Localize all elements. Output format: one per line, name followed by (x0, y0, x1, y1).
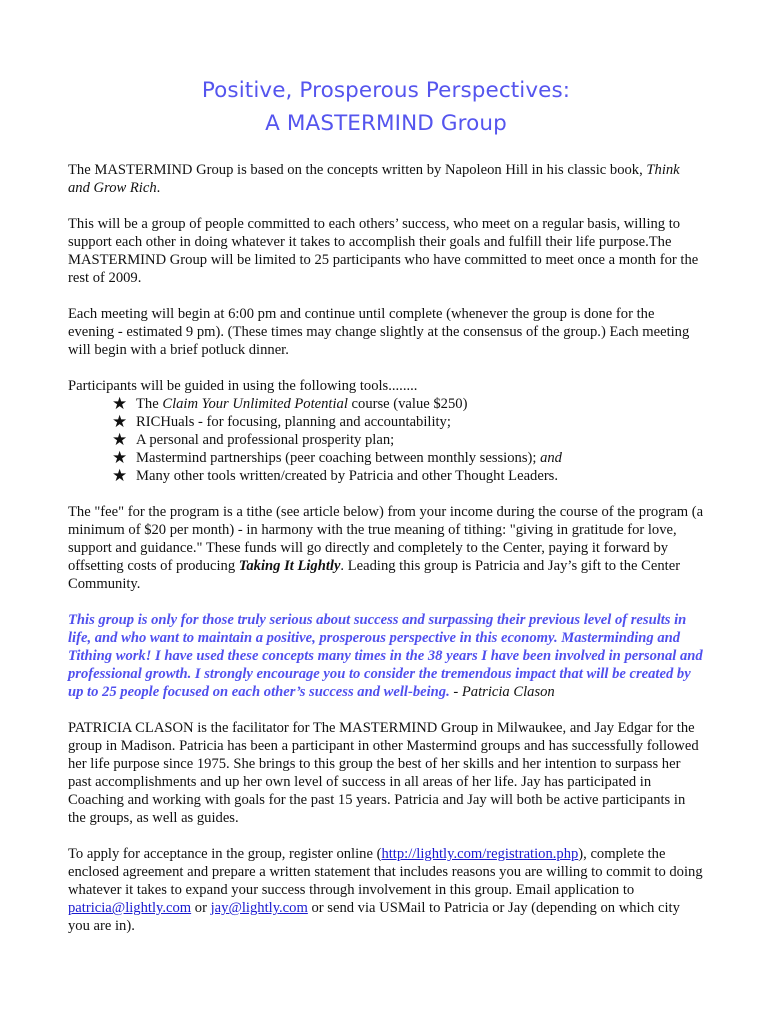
tool-item-2: RICHuals - for focusing, planning and accountability; (136, 414, 451, 430)
fee-text-1: The "fee" for the program is a tithe (see article below) from your income during the course of the program (a minimum of $20 per month) - in harmony with the true meaning of tithing: "giving in gratitude for love, support and guidance." These funds will go directly and completely to the Center, paying it forward by offsetting costs of producing (68, 504, 704, 574)
list-item (112, 449, 704, 467)
apply-text-4: or send via USMail to Patricia or Jay (depending on which city you are in). (68, 900, 680, 934)
quote-signature: - Patricia Clason (449, 684, 555, 700)
tools-section (68, 377, 704, 485)
list-item (112, 413, 704, 431)
intro-paragraph (68, 161, 704, 197)
email-link-jay[interactable]: jay@lightly.com (210, 900, 308, 916)
book-title: Think and Grow Rich (68, 162, 680, 196)
intro-end: . (156, 180, 161, 196)
star-bullet-icon: ★ (112, 466, 128, 485)
show-title: Taking It Lightly (238, 558, 341, 574)
quote-text: This group is only for those truly serious about success and surpassing their previous level of results in life, and who want to maintain a positive, prosperous perspective in this economy. Masterminding and Tithing work! I have used these concepts many times in the 38 years I have been involved in personal and professional growth. I strongly encourage you to consider the tremendous impact that will be created by up to 25 people focused on each other’s success and well-being. (68, 612, 703, 700)
intro-text: The MASTERMIND Group is based on the concepts written by Napoleon Hill in his classic book, (68, 162, 647, 178)
tool-item-1-pre: The (136, 396, 163, 412)
fee-text-2: . Leading this group is Patricia and Jay’s gift to the Center Community. (68, 558, 681, 592)
tools-list (68, 395, 704, 485)
list-item (112, 431, 704, 449)
fee-paragraph (68, 503, 704, 593)
star-bullet-icon: ★ (112, 430, 128, 449)
apply-text-1: To apply for acceptance in the group, register online ( (68, 846, 382, 862)
title-line-2: A MASTERMIND Group (265, 111, 507, 136)
tools-intro: Participants will be guided in using the following tools........ (68, 378, 418, 394)
page-title (68, 74, 704, 140)
group-paragraph: This will be a group of people committed to each others’ success, who meet on a regular basis, willing to support each other in doing whatever it takes to accomplish their goals and fulfill their life purpose.The MASTERMIND Group will be limited to 25 participants who have committed to meet once a month for the rest of 2009. (68, 216, 699, 286)
star-bullet-icon: ★ (112, 412, 128, 431)
tool-item-3: A personal and professional prosperity plan; (136, 432, 395, 448)
meeting-paragraph: Each meeting will begin at 6:00 pm and continue until complete (whenever the group is done for the evening - estimated 9 pm). (These times may change slightly at the consensus of the group.) Each meeting will begin with a brief potluck dinner. (68, 306, 690, 358)
bio-paragraph: PATRICIA CLASON is the facilitator for The MASTERMIND Group in Milwaukee, and Jay Edgar for the group in Madison. Patricia has been a participant in other Mastermind groups and has successfully followed her life purpose since 1975. She brings to this group the best of her skills and her intention to surpass her past accomplishments and up her own level of success in all areas of her life. Jay has participated in Coaching and working with goals for the past 15 years. Patricia and Jay will both be active participants in the groups, as well as guides. (68, 720, 699, 826)
tool-item-1-post: course (value $250) (347, 396, 468, 412)
title-line-1: Positive, Prosperous Perspectives: (201, 78, 571, 103)
apply-paragraph (68, 845, 704, 935)
tool-item-4: Mastermind partnerships (peer coaching between monthly sessions); (136, 450, 541, 466)
tool-item-5: Many other tools written/created by Patricia and other Thought Leaders. (136, 468, 559, 484)
tool-item-4-and: and (540, 450, 562, 466)
star-bullet-icon: ★ (112, 394, 128, 413)
course-title: Claim Your Unlimited Potential (162, 396, 348, 412)
quote-paragraph (68, 611, 704, 701)
apply-text-3: or (191, 900, 211, 916)
registration-link[interactable]: http://lightly.com/registration.php (381, 846, 579, 862)
list-item (112, 395, 704, 413)
email-link-patricia[interactable]: patricia@lightly.com (68, 900, 192, 916)
list-item (112, 467, 704, 485)
star-bullet-icon: ★ (112, 448, 128, 467)
apply-text-2: ), complete the enclosed agreement and prepare a written statement that includes reasons you are willing to commit to doing whatever it takes to expand your success through involvement in this group. Email application to (68, 846, 703, 898)
